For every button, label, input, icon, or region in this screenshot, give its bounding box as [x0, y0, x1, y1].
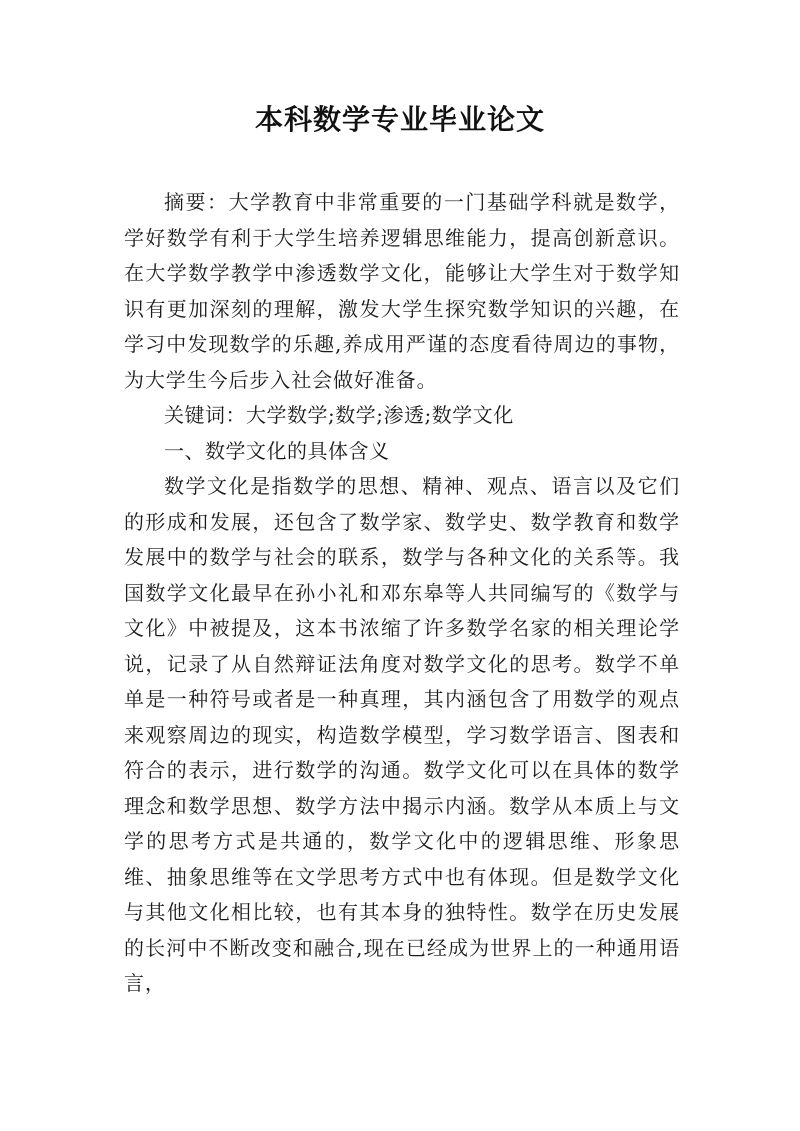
abstract-paragraph: 摘要：大学教育中非常重要的一门基础学科就是数学，学好数学有利于大学生培养逻辑思维能力，提高创新意识。在大学数学教学中渗透数学文化，能够让大学生对于数学知识有更加深刻的理解，激发大学生探究数学知识的兴趣，在学习中发现数学的乐趣,养成用严谨的态度看待周边的事物，为大学生今后步入社会做好准备。	[124, 190, 680, 392]
keywords-paragraph: 关键词：大学数学;数学;渗透;数学文化	[164, 403, 514, 427]
document-title: 本科数学专业毕业论文	[254, 103, 545, 136]
section-heading: 一、数学文化的具体含义	[164, 438, 390, 463]
document-body	[124, 185, 680, 1002]
body-paragraph: 数学文化是指数学的思想、精神、观点、语言以及它们的形成和发展，还包含了数学家、数学史、数学教育和数学发展中的数学与社会的联系，数学与各种文化的关系等。我国数学文化最早在孙小礼和邓东皋等人共同编写的《数学与文化》中被提及，这本书浓缩了许多数学名家的相关理论学说，记录了从自然辩证法角度对数学文化的思考。数学不单单是一种符号或者是一种真理，其内涵包含了用数学的观点来观察周边的现实，构造数学模型，学习数学语言、图表和符合的表示，进行数学的沟通。数学文化可以在具体的数学理念和数学思想、数学方法中揭示内涵。数学从本质上与文学的思考方式是共通的，数学文化中的逻辑思维、形象思维、抽象思维等在文学思考方式中也有体现。但是数学文化与其他文化相比较，也有其本身的独特性。数学在历史发展的长河中不断改变和融合,现在已经成为世界上的一种通用语言，	[124, 474, 680, 995]
